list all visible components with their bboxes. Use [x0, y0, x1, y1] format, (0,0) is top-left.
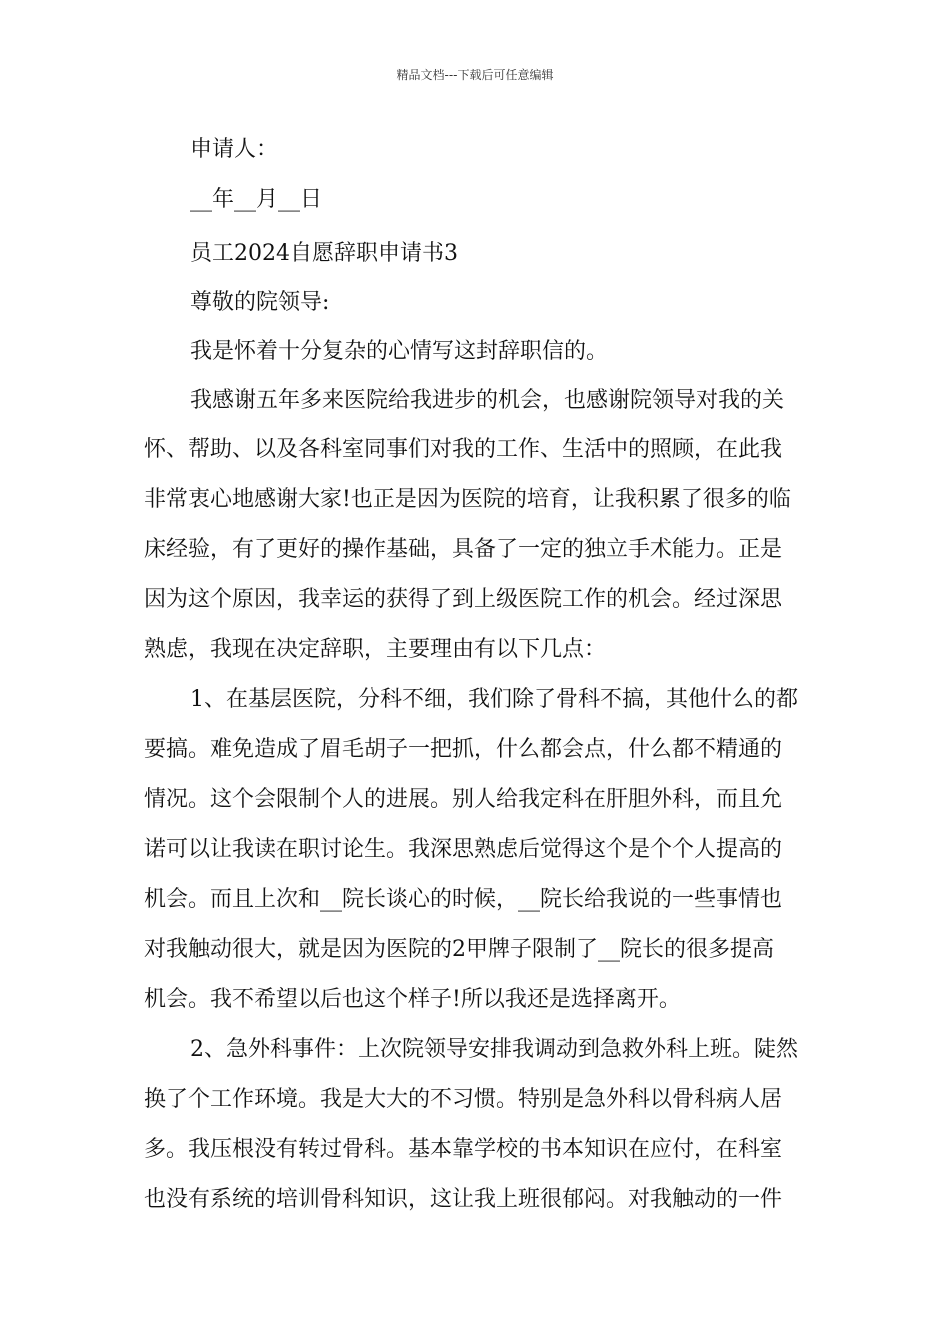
paragraph-line: 2、急外科事件：上次院领导安排我调动到急救外科上班。陡然 — [190, 1037, 798, 1062]
paragraph-line: 1、在基层医院，分科不细，我们除了骨科不搞，其他什么的都 — [190, 687, 798, 712]
paragraph-line: 诺可以让我读在职讨论生。我深思熟虑后觉得这个是个个人提高的 — [144, 837, 783, 862]
paragraph-line: 非常衷心地感谢大家!也正是因为医院的培育，让我积累了很多的临 — [144, 487, 791, 512]
salutation: 尊敬的院领导: — [190, 290, 330, 315]
document-title: 员工2024自愿辞职申请书3 — [190, 241, 458, 266]
paragraph-line: 换了个工作环境。我是大大的不习惯。特别是急外科以骨科病人居 — [144, 1087, 783, 1112]
page-header: 精品文档---下载后可任意编辑 — [396, 68, 554, 82]
paragraph-line: 多。我压根没有转过骨科。基本靠学校的书本知识在应付，在科室 — [144, 1137, 783, 1162]
paragraph-line: 机会。而且上次和__院长谈心的时候，__院长给我说的一些事情也 — [144, 887, 783, 912]
paragraph-line: 怀、帮助、以及各科室同事们对我的工作、生活中的照顾，在此我 — [144, 437, 783, 462]
applicant-label: 申请人： — [190, 137, 279, 162]
paragraph-line: 情况。这个会限制个人的进展。别人给我定科在肝胆外科，而且允 — [144, 787, 783, 812]
paragraph-line: 对我触动很大，就是因为医院的2甲牌子限制了__院长的很多提高 — [144, 937, 774, 962]
paragraph-line: 熟虑，我现在决定辞职，主要理由有以下几点： — [144, 637, 607, 662]
date-line: __年__月__日 — [190, 187, 323, 212]
paragraph-line: 因为这个原因，我幸运的获得了到上级医院工作的机会。经过深思 — [144, 587, 783, 612]
paragraph-line: 床经验，有了更好的操作基础，具备了一定的独立手术能力。正是 — [144, 537, 783, 562]
paragraph-line: 也没有系统的培训骨科知识，这让我上班很郁闷。对我触动的一件 — [144, 1187, 783, 1212]
paragraph-line: 机会。我不希望以后也这个样子!所以我还是选择离开。 — [144, 987, 681, 1012]
paragraph-line: 我感谢五年多来医院给我进步的机会，也感谢院领导对我的关 — [190, 388, 785, 413]
paragraph-line: 我是怀着十分复杂的心情写这封辞职信的。 — [190, 339, 609, 364]
paragraph-line: 要搞。难免造成了眉毛胡子一把抓，什么都会点，什么都不精通的 — [144, 737, 783, 762]
